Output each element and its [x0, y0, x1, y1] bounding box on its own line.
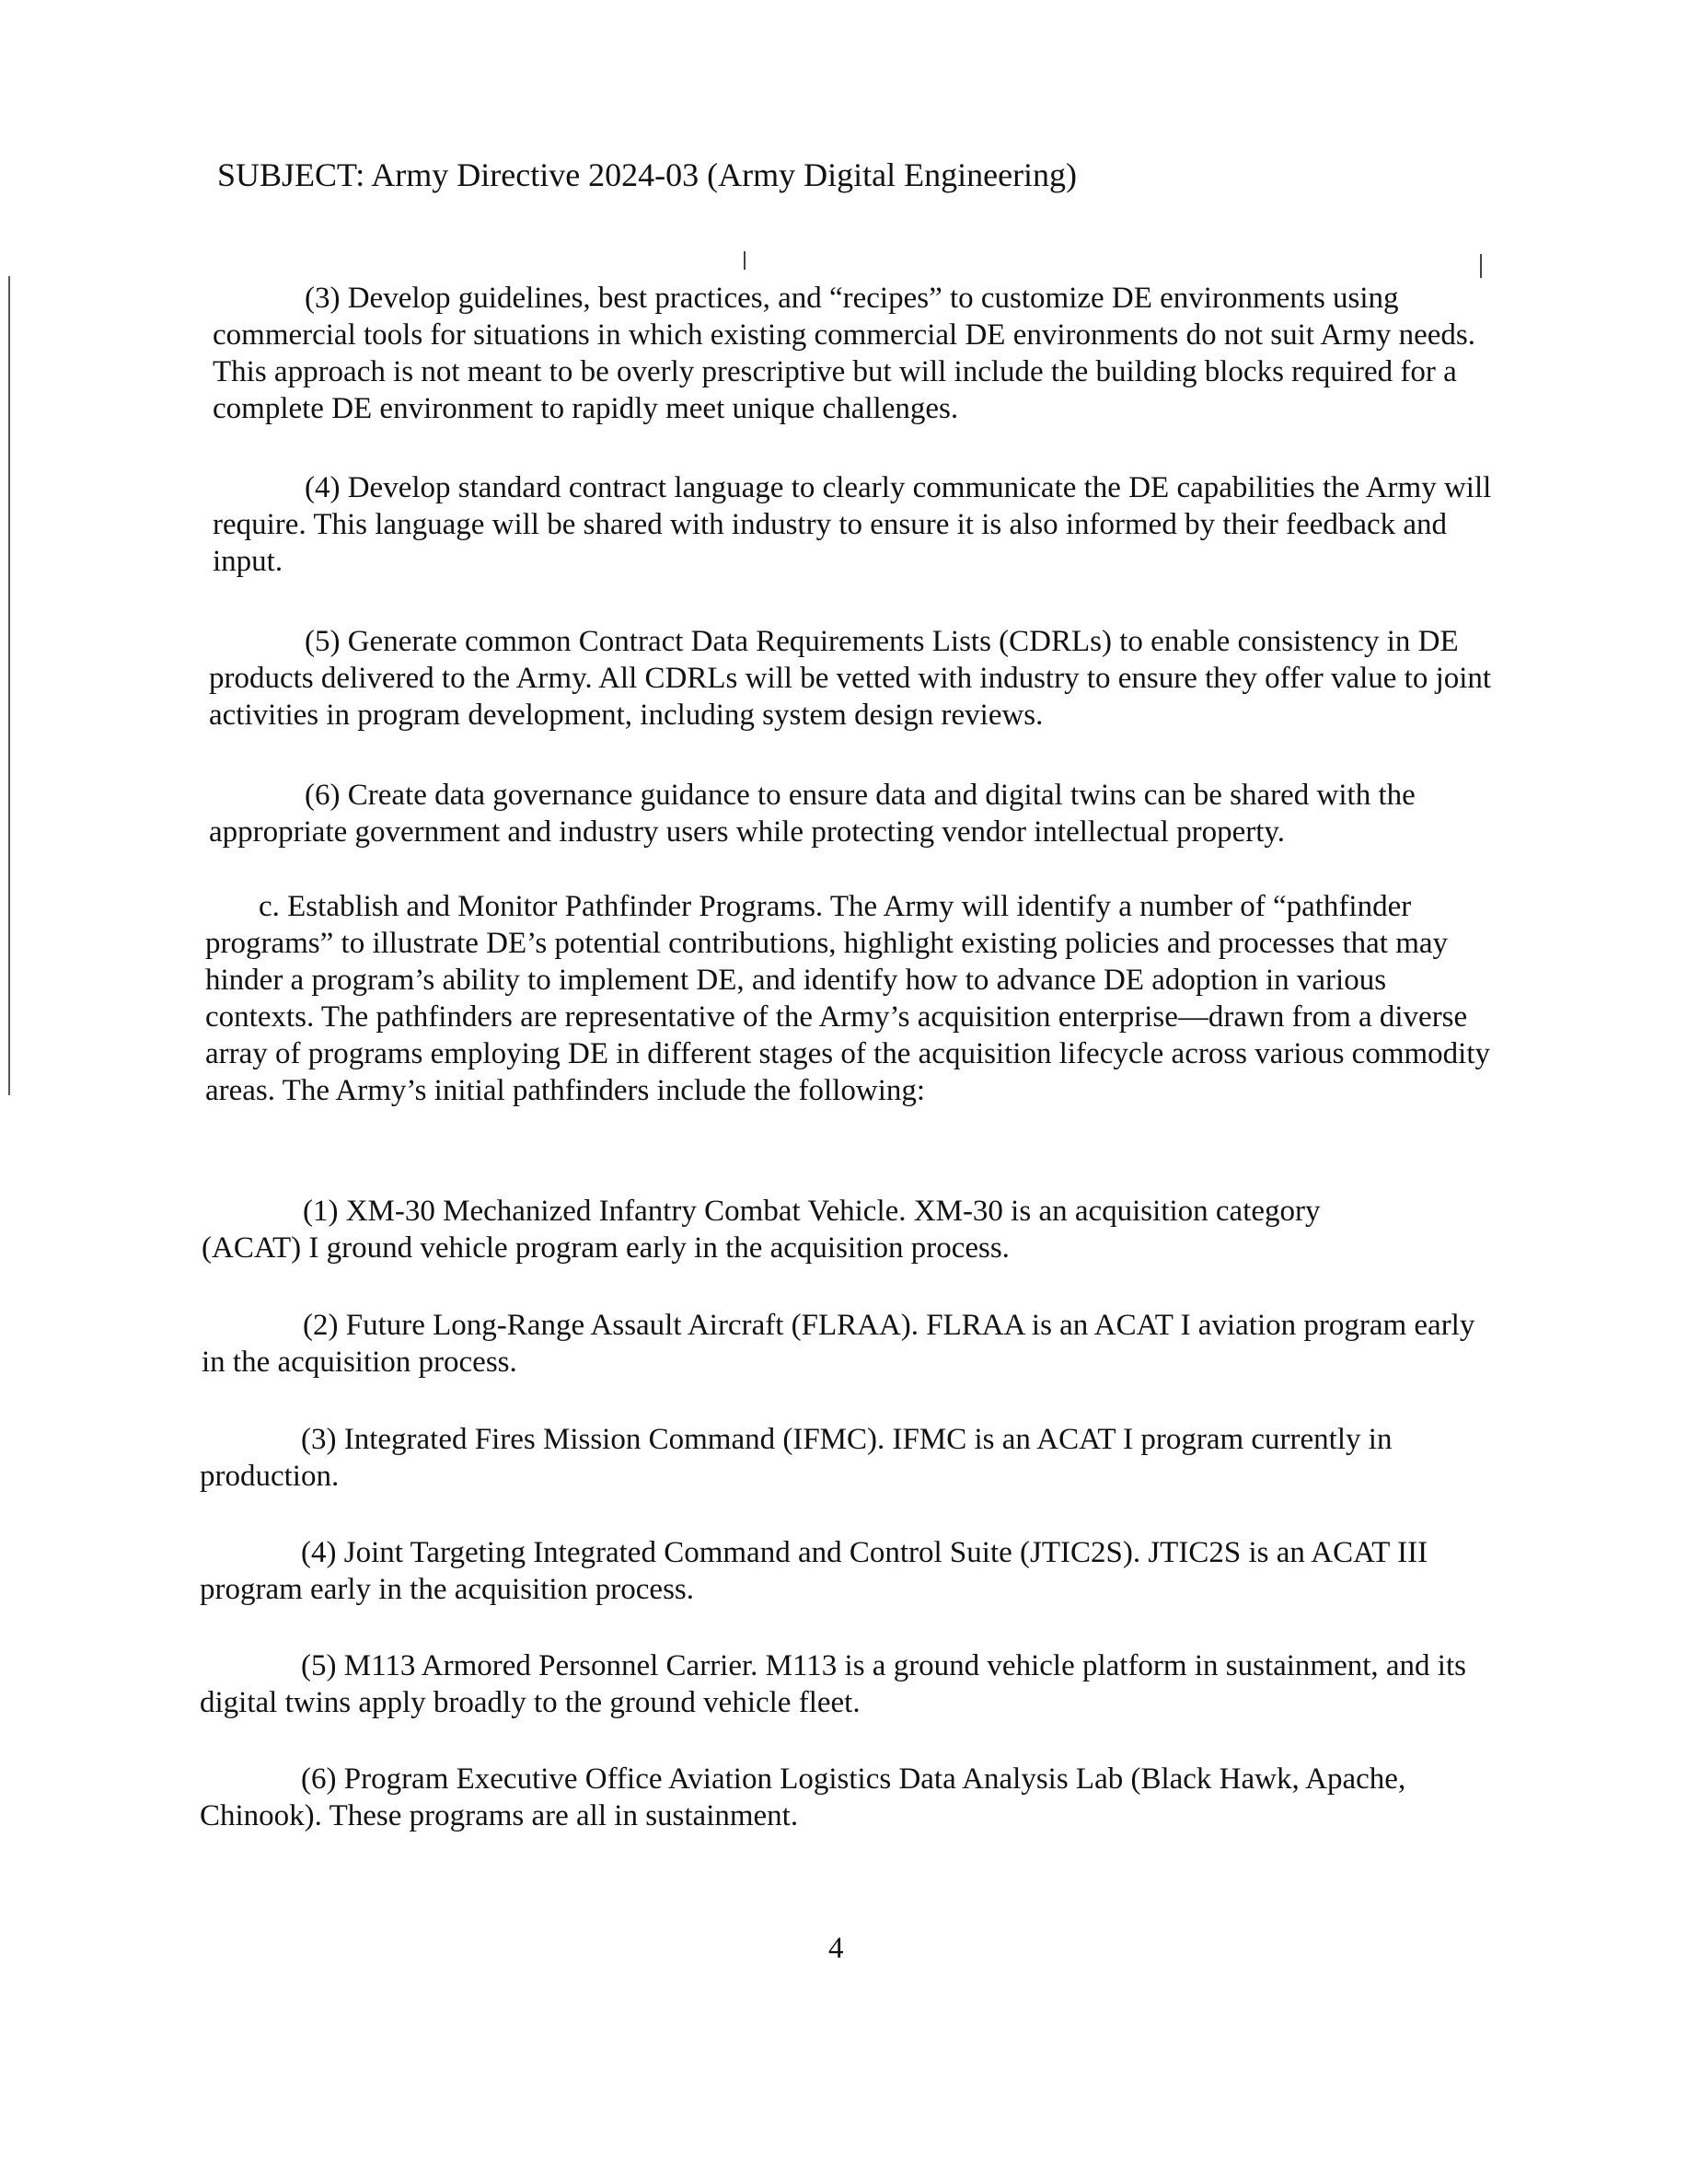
paragraph-b5: (5) Generate common Contract Data Requirements Lists (CDRLs) to enable consistency in DE products delivered to the Army. All CDRLs will be vetted with industry to ensure they offer value to joint activities in program development, including system design reviews. — [209, 625, 1492, 732]
paragraph-c3: (3) Integrated Fires Mission Command (IFMC). IFMC is an ACAT I program currently in production. — [200, 1423, 1393, 1493]
paragraph-c5: (5) M113 Armored Personnel Carrier. M113 is a ground vehicle platform in sustainment, and its digital twins apply broadly to the ground vehicle fleet. — [200, 1649, 1466, 1719]
subject-line: SUBJECT: Army Directive 2024-03 (Army Digital Engineering) — [217, 156, 1078, 193]
paragraph-b4: (4) Develop standard contract language to clearly communicate the DE capabilities the Army will require. This language will be shared with industry to ensure it is also informed by their feedback and input. — [213, 471, 1492, 578]
paragraph-b3: (3) Develop guidelines, best practices, and “recipes” to customize DE environments using commercial tools for situations in which existing commercial DE environments do not suit Army needs. This approach is not meant to be overly prescriptive but will include the building blocks required for a complete DE environment to rapidly meet unique challenges. — [213, 282, 1475, 425]
paragraph-c4: (4) Joint Targeting Integrated Command and Control Suite (JTIC2S). JTIC2S is an ACAT III program early in the acquisition process. — [200, 1536, 1428, 1606]
page-number: 4 — [828, 1932, 844, 1965]
paragraph-b6: (6) Create data governance guidance to ensure data and digital twins can be shared with the appropriate government and industry users while protecting vendor intellectual property. — [209, 779, 1416, 849]
scan-mark — [1480, 254, 1482, 278]
paragraph-c: c. Establish and Monitor Pathfinder Programs. The Army will identify a number of “pathfinder programs” to illustrate DE’s potential contributions, highlight existing policies and processes that may hinder a program’s ability to implement DE, and identify how to advance DE adoption in various contexts. The pathfinders are representative of the Army’s acquisition enterprise—drawn from a diverse array of programs employing DE in different stages of the acquisition lifecycle across various commodity areas. The Army’s initial pathfinders include the following: — [205, 890, 1490, 1107]
paragraph-c1: (1) XM-30 Mechanized Infantry Combat Vehicle. XM-30 is an acquisition category (ACAT) I ground vehicle program early in the acquisition process. — [202, 1195, 1321, 1265]
paragraph-c6: (6) Program Executive Office Aviation Logistics Data Analysis Lab (Black Hawk, Apache, Chinook). These programs are all in sustainment. — [200, 1762, 1406, 1832]
paragraph-c2: (2) Future Long-Range Assault Aircraft (FLRAA). FLRAA is an ACAT I aviation program early in the acquisition process. — [202, 1309, 1475, 1379]
scan-mark — [744, 251, 746, 270]
scan-edge-line — [8, 276, 10, 1095]
